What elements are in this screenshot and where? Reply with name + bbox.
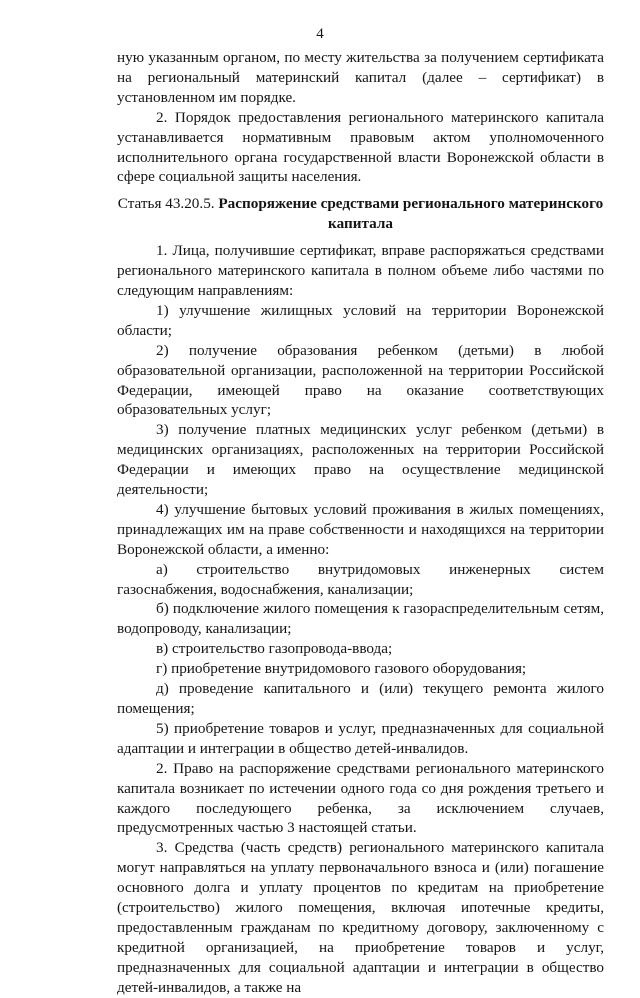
sub-list-item: д) проведение капитального и (или) текущего ремонта жилого помещения; bbox=[117, 680, 604, 717]
article-paragraph: 3. Средства (часть средств) регионального материнского капитала могут направляться на уплату первоначального взноса и (или) погашение основного долга и уплату процентов по кредитам на приобретение (строительство) жилого помещения, включая ипотечные кредиты, предоставленным гражданам по кредитному договору, заключенному с кредитной организацией, на приобретение товаров и услуг, предназначенных для социальной адаптации и интеграции в общество детей-инвалидов, а также на bbox=[117, 839, 604, 996]
article-heading bbox=[117, 194, 604, 234]
article-title: Распоряжение средствами регионального материнского капитала bbox=[218, 195, 604, 233]
sub-list-item: б) подключение жилого помещения к газораспределительным сетям, водопроводу, канализации; bbox=[117, 600, 604, 638]
list-item: 4) улучшение бытовых условий проживания в жилых помещениях, принадлежащих им на праве собственности и находящихся на территории Воронежской области, а именно: bbox=[117, 500, 604, 558]
sub-list-item: в) строительство газопровода-ввода; bbox=[156, 640, 393, 658]
document-body bbox=[117, 48, 604, 998]
list-item: 3) получение платных медицинских услуг ребенком (детьми) в медицинских организациях, расположенных на территории Российской Федерации и имеющих право на осуществление медицинской деятельности; bbox=[117, 421, 604, 499]
paragraph-2: 2. Порядок предоставления регионального материнского капитала устанавливается нормативным правовым актом уполномоченного исполнительного органа государственной власти Воронежской области в сфере социальной защиты населения. bbox=[117, 108, 604, 186]
sub-list-item: а) строительство внутридомовых инженерных систем газоснабжения, водоснабжения, канализации; bbox=[117, 560, 604, 598]
page-number: 4 bbox=[316, 26, 324, 42]
article-paragraph: 2. Право на распоряжение средствами регионального материнского капитала возникает по истечении одного года со дня рождения третьего и каждого последующего ребенка, за исключением случаев, предусмотренных частью 3 настоящей статьи. bbox=[117, 759, 604, 837]
list-item: 2) получение образования ребенком (детьми) в любой образовательной организации, расположенной на территории Российской Федерации, имеющей право на оказание соответствующих образовательных услуг; bbox=[117, 341, 604, 419]
list-item: 1) улучшение жилищных условий на территории Воронежской области; bbox=[117, 301, 604, 339]
sub-list-item: г) приобретение внутридомового газового оборудования; bbox=[156, 660, 527, 678]
article-paragraph: 1. Лица, получившие сертификат, вправе распоряжаться средствами регионального материнского капитала в полном объеме либо частями по следующим направлениям: bbox=[117, 242, 604, 299]
paragraph-continuation: ную указанным органом, по месту жительства за получением сертификата на региональный материнский капитал (далее – сертификат) в установленном им порядке. bbox=[117, 49, 604, 106]
article-number: Статья 43.20.5. bbox=[117, 195, 215, 213]
list-item: 5) приобретение товаров и услуг, предназначенных для социальной адаптации и интеграции в общество детей-инвалидов. bbox=[117, 719, 604, 757]
